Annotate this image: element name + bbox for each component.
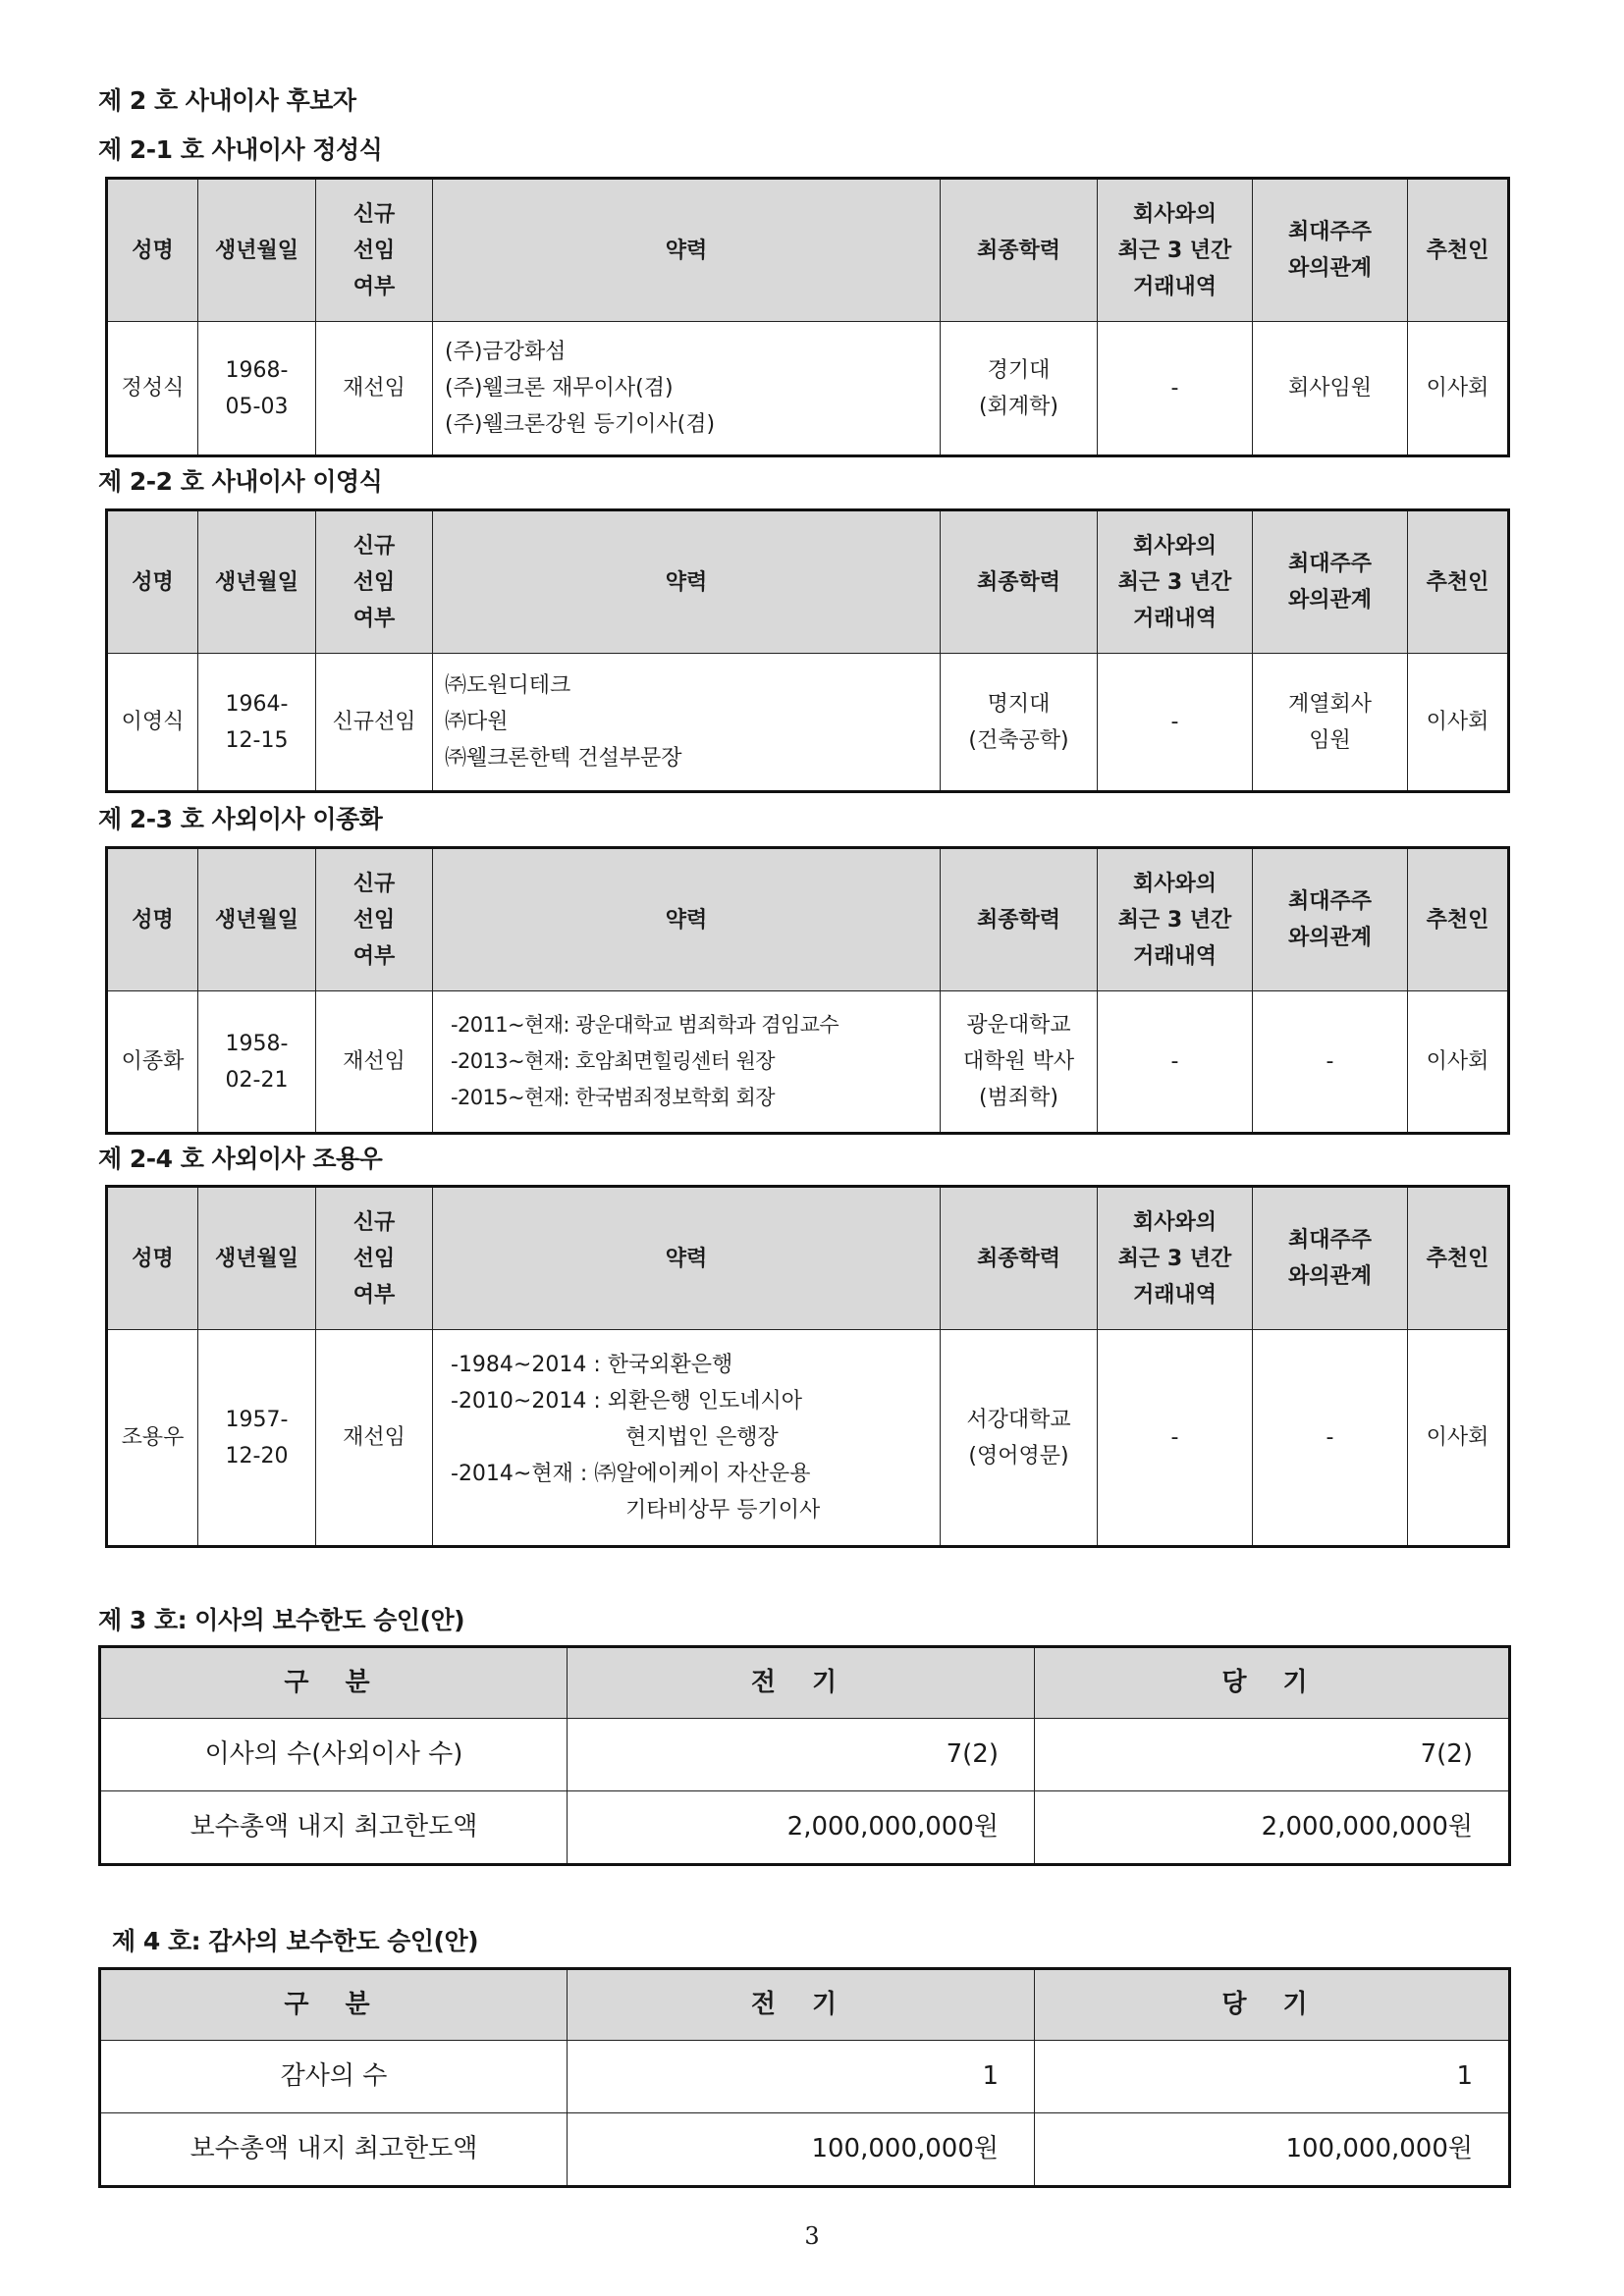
header-name: 성명 <box>107 848 198 991</box>
candidate-name: 정성식 <box>107 322 198 456</box>
header-new-or-re: 신규 선임 여부 <box>316 179 433 322</box>
candidate-relation: 계열회사 임원 <box>1253 654 1408 792</box>
candidate-relation: - <box>1253 991 1408 1134</box>
header-current: 당 기 <box>1035 1969 1510 2041</box>
candidate-education: 명지대 (건축공학) <box>941 654 1098 792</box>
header-education: 최종학력 <box>941 1187 1098 1330</box>
candidate-birth: 1958- 02-21 <box>198 991 316 1134</box>
table-row <box>100 1719 1510 1791</box>
candidate-birth: 1964- 12-15 <box>198 654 316 792</box>
candidate-recommender: 이사회 <box>1408 654 1509 792</box>
candidate-education: 경기대 (회계학) <box>941 322 1098 456</box>
header-new-or-re: 신규 선임 여부 <box>316 510 433 654</box>
header-birth: 생년월일 <box>198 179 316 322</box>
candidate-education: 서강대학교 (영어영문) <box>941 1330 1098 1547</box>
candidate-row <box>107 322 1509 456</box>
candidate-career: (주)금강화섬 (주)웰크론 재무이사(겸) (주)웰크론강원 등기이사(겸) <box>433 322 941 456</box>
header-recommender: 추천인 <box>1408 848 1509 991</box>
table-row <box>100 2113 1510 2187</box>
candidate-status: 재선임 <box>316 1330 433 1547</box>
section-4-title: 제 4 호: 감사의 보수한도 승인(안) <box>112 1927 479 1955</box>
candidate-career: -1984~2014 : 한국외환은행 -2010~2014 : 외환은행 인도네시아 현지법인 은행장 -2014~현재 : ㈜알에이케이 자산운용 기타비상무 등기이사 <box>433 1330 941 1547</box>
header-relation: 최대주주 와의관계 <box>1253 179 1408 322</box>
header-category: 구 분 <box>100 1647 568 1719</box>
current-value: 100,000,000원 <box>1035 2113 1510 2187</box>
header-previous: 전 기 <box>568 1647 1035 1719</box>
candidate-2-3-title: 제 2-3 호 사외이사 이종화 <box>98 805 383 833</box>
header-transactions: 회사와의 최근 3 년간 거래내역 <box>1098 510 1253 654</box>
current-value: 7(2) <box>1035 1719 1510 1791</box>
header-recommender: 추천인 <box>1408 179 1509 322</box>
candidate-recommender: 이사회 <box>1408 991 1509 1134</box>
header-transactions: 회사와의 최근 3 년간 거래내역 <box>1098 848 1253 991</box>
candidate-birth: 1957- 12-20 <box>198 1330 316 1547</box>
section-3-title: 제 3 호: 이사의 보수한도 승인(안) <box>98 1606 465 1634</box>
header-recommender: 추천인 <box>1408 510 1509 654</box>
header-category: 구 분 <box>100 1969 568 2041</box>
page-number: 3 <box>804 2222 820 2250</box>
header-relation: 최대주주 와의관계 <box>1253 510 1408 654</box>
header-relation: 최대주주 와의관계 <box>1253 1187 1408 1330</box>
header-education: 최종학력 <box>941 179 1098 322</box>
candidate-status: 신규선임 <box>316 654 433 792</box>
candidate-row <box>107 991 1509 1134</box>
header-career: 약력 <box>433 1187 941 1330</box>
candidate-relation: 회사임원 <box>1253 322 1408 456</box>
table-row <box>100 1791 1510 1865</box>
header-birth: 생년월일 <box>198 848 316 991</box>
previous-value: 100,000,000원 <box>568 2113 1035 2187</box>
candidate-2-4-title: 제 2-4 호 사외이사 조용우 <box>98 1145 383 1173</box>
current-value: 2,000,000,000원 <box>1035 1791 1510 1865</box>
previous-value: 1 <box>568 2041 1035 2113</box>
header-career: 약력 <box>433 179 941 322</box>
header-previous: 전 기 <box>568 1969 1035 2041</box>
current-value: 1 <box>1035 2041 1510 2113</box>
candidate-transactions: - <box>1098 654 1253 792</box>
candidate-status: 재선임 <box>316 322 433 456</box>
header-transactions: 회사와의 최근 3 년간 거래내역 <box>1098 1187 1253 1330</box>
header-name: 성명 <box>107 1187 198 1330</box>
candidate-table-2-4 <box>105 1185 1510 1548</box>
header-recommender: 추천인 <box>1408 1187 1509 1330</box>
candidate-transactions: - <box>1098 1330 1253 1547</box>
previous-value: 7(2) <box>568 1719 1035 1791</box>
row-label: 감사의 수 <box>100 2041 568 2113</box>
header-name: 성명 <box>107 510 198 654</box>
candidate-birth: 1968- 05-03 <box>198 322 316 456</box>
header-new-or-re: 신규 선임 여부 <box>316 1187 433 1330</box>
candidate-2-2-title: 제 2-2 호 사내이사 이영식 <box>98 467 383 496</box>
auditor-compensation-table <box>98 1967 1511 2188</box>
header-career: 약력 <box>433 510 941 654</box>
candidate-career: ㈜도원디테크 ㈜다원 ㈜웰크론한텍 건설부문장 <box>433 654 941 792</box>
candidate-recommender: 이사회 <box>1408 322 1509 456</box>
header-transactions: 회사와의 최근 3 년간 거래내역 <box>1098 179 1253 322</box>
candidate-2-1-title: 제 2-1 호 사내이사 정성식 <box>98 135 383 164</box>
candidate-name: 이영식 <box>107 654 198 792</box>
candidate-recommender: 이사회 <box>1408 1330 1509 1547</box>
candidate-row <box>107 1330 1509 1547</box>
table-row <box>100 2041 1510 2113</box>
candidate-table-2-1 <box>105 177 1510 457</box>
candidate-table-2-2 <box>105 508 1510 793</box>
header-education: 최종학력 <box>941 848 1098 991</box>
candidate-name: 이종화 <box>107 991 198 1134</box>
row-label: 보수총액 내지 최고한도액 <box>100 2113 568 2187</box>
candidate-row <box>107 654 1509 792</box>
candidate-name: 조용우 <box>107 1330 198 1547</box>
candidate-transactions: - <box>1098 991 1253 1134</box>
header-relation: 최대주주 와의관계 <box>1253 848 1408 991</box>
candidate-career: -2011~현재: 광운대학교 범죄학과 겸임교수 -2013~현재: 호암최면힐링센터 원장 -2015~현재: 한국범죄정보학회 회장 <box>433 991 941 1134</box>
header-birth: 생년월일 <box>198 1187 316 1330</box>
candidate-status: 재선임 <box>316 991 433 1134</box>
section-2-title: 제 2 호 사내이사 후보자 <box>98 86 356 115</box>
header-new-or-re: 신규 선임 여부 <box>316 848 433 991</box>
previous-value: 2,000,000,000원 <box>568 1791 1035 1865</box>
directors-compensation-table <box>98 1645 1511 1866</box>
header-name: 성명 <box>107 179 198 322</box>
candidate-education: 광운대학교 대학원 박사 (범죄학) <box>941 991 1098 1134</box>
header-career: 약력 <box>433 848 941 991</box>
candidate-transactions: - <box>1098 322 1253 456</box>
header-current: 당 기 <box>1035 1647 1510 1719</box>
candidate-table-2-3 <box>105 846 1510 1135</box>
header-birth: 생년월일 <box>198 510 316 654</box>
row-label: 이사의 수(사외이사 수) <box>100 1719 568 1791</box>
candidate-relation: - <box>1253 1330 1408 1547</box>
header-education: 최종학력 <box>941 510 1098 654</box>
row-label: 보수총액 내지 최고한도액 <box>100 1791 568 1865</box>
